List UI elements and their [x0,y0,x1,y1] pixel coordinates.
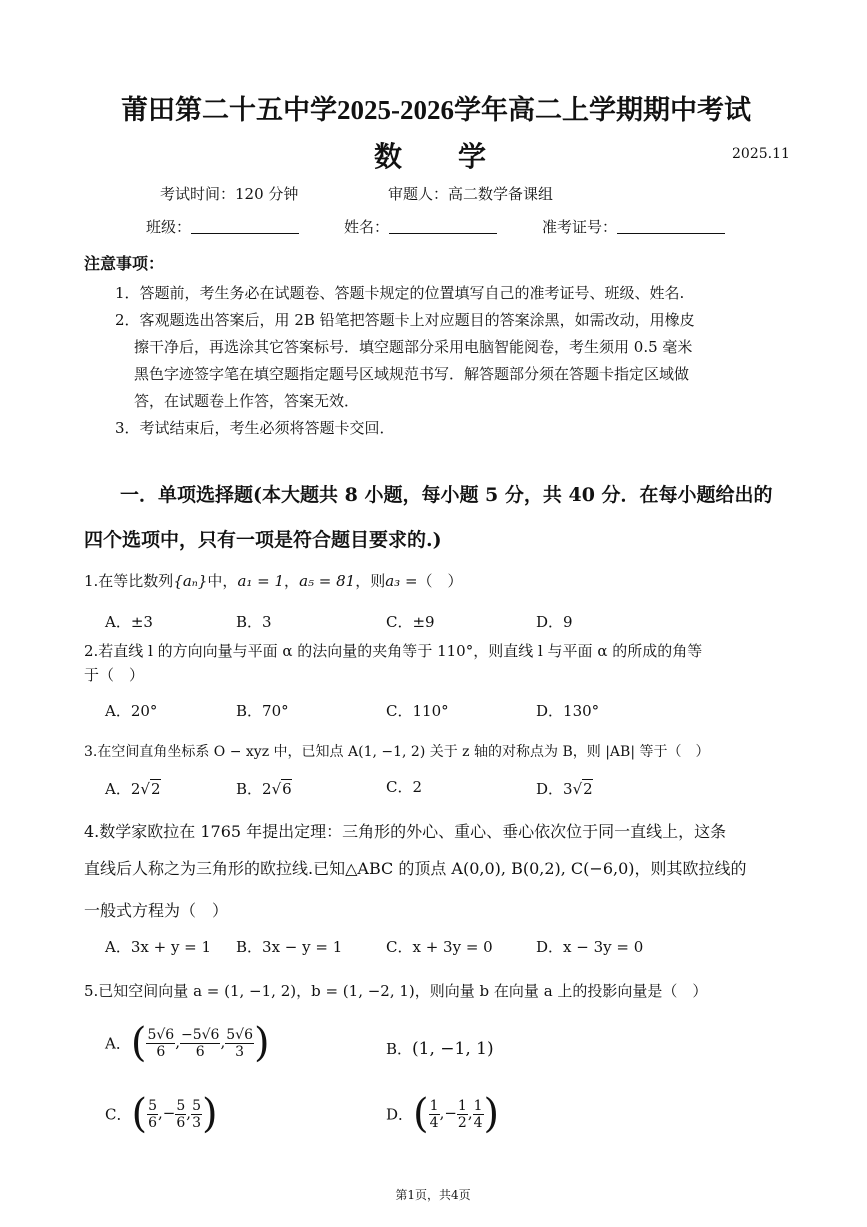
q3-option-d[interactable]: D．3√2 [536,780,593,798]
subject-title: 数 学 [373,142,486,173]
q2-option-a[interactable]: A．20° [105,702,158,720]
q5-d-frac3 [473,1098,484,1131]
q5-d-close-paren: ) [483,1091,500,1137]
q1-option-a[interactable]: A．±3 [105,613,153,631]
q3-b-coef: 2 [262,780,272,798]
q1-option-d[interactable]: D．9 [536,613,573,631]
question-1 [84,570,463,591]
q5-c-num3: 5 [192,1097,201,1114]
name-label: 姓名： [344,218,390,236]
q1-cond1: a₁ = 1 [237,572,285,590]
section-heading: 一．单项选择题(本大题共 8 小题，每小题 5 分，共 40 分．在每小题给出的 [120,484,773,506]
q5-option-c[interactable]: C．( $\frac{5}{6}$ ,− $\frac{5}{6}$ , $\frac{5}{3}$ ) [105,1091,218,1137]
q3-d-coef: 3 [563,780,573,798]
q5-a-frac3 [225,1027,254,1060]
q5-b-label: B． [386,1040,413,1058]
q5-d-frac1 [429,1098,440,1131]
q5-d-num3: 1 [473,1097,483,1114]
question-4-cont2: 一般式方程为（ ） [84,901,229,920]
q5-a-label: A． [105,1034,131,1053]
q3-a-radicand: 2 [150,780,161,798]
q3-option-a[interactable]: A．2√2 [105,780,161,798]
q1-cond2: a₅ = 81 [299,572,356,590]
q4-option-a[interactable]: A．3x + y = 1 [105,938,212,956]
q3-b-label: B． [236,780,263,798]
note-item: 答，在试题卷上作答，答案无效． [134,392,360,410]
id-field[interactable] [542,216,725,237]
q5-c-frac2 [175,1098,186,1131]
q4-option-c[interactable]: C．x + 3y = 0 [386,938,493,956]
name-blank[interactable] [389,219,497,234]
q5-c-label: C． [105,1105,132,1124]
q5-c-open-paren: ( [131,1091,148,1137]
q5-d-den2: 2 [457,1114,467,1131]
q4-option-d[interactable]: D．x − 3y = 0 [536,938,644,956]
q5-option-b[interactable] [386,1038,494,1059]
q4-option-b[interactable]: B．3x − y = 1 [236,938,343,956]
note-item: 2．客观题选出答案后，用 2B 铅笔把答题卡上对应题目的答案涂黑，如需改动，用橡皮 [115,311,695,329]
question-2-cont: 于（ ） [84,666,145,684]
q5-c-den2: 6 [176,1114,186,1131]
class-label: 班级： [146,218,192,236]
q5-c-den3: 3 [192,1114,201,1131]
q1-ask: a₃ = [385,572,418,590]
note-item: 1．答题前，考生务必在试题卷、答题卡规定的位置填写自己的准考证号、班级、姓名. [115,284,685,302]
q5-d-num2: 1 [457,1097,467,1114]
class-field[interactable] [146,216,299,237]
q5-option-a[interactable]: A．( $\frac{5√6}{6}$ , $\frac{-5√6}{6}$ , $\frac{5√6}{3}$ ) [105,1020,270,1066]
question-4: 4.数学家欧拉在 1765 年提出定理：三角形的外心、重心、垂心依次位于同一直线上，这条 [84,822,727,841]
q1-sep: ， [284,572,300,590]
q2-option-b[interactable]: B．70° [236,702,289,720]
q3-a-coef: 2 [130,780,141,798]
note-item: 黑色字迹签字笔在填空题指定题号区域规范书写．解答题部分须在答题卡指定区域做 [134,365,690,383]
id-label: 准考证号： [542,218,618,236]
question-3: 3.在空间直角坐标系 O − xyz 中，已知点 A(1, −1, 2) 关于 z 轴的对称点为 B，则 |AB| 等于（ ） [84,744,710,760]
q5-a-den1: 6 [156,1043,166,1060]
q3-d-label: D． [536,780,564,798]
q3-d-radicand: 2 [583,780,593,798]
note-item: 擦干净后，再选涂其它答案标号．填空题部分采用电脑智能阅卷，考生须用 0.5 毫米 [134,338,693,356]
q5-a-close-paren: ) [253,1020,270,1066]
q5-b-value: (1, −1, 1) [412,1039,494,1059]
q5-option-d[interactable]: D．( $\frac{1}{4}$ ,− $\frac{1}{2}$ , $\frac{1}{4}$ ) [386,1091,500,1137]
q5-a-frac2 [180,1027,220,1060]
q3-option-b[interactable]: B．2√6 [236,780,292,798]
name-field[interactable] [344,216,497,237]
question-5: 5.已知空间向量 a = (1, −1, 2)，b = (1, −2, 1)，则向量 b 在向量 a 上的投影向量是（ ） [84,982,708,1000]
q1-option-c[interactable]: C．±9 [386,613,435,631]
q5-c-frac3 [191,1098,202,1131]
q5-c-num2: 5 [176,1097,186,1114]
q3-a-label: A． [105,780,131,798]
q1-text-c: ，则 [355,572,386,590]
q5-c-close-paren: ) [201,1091,218,1137]
q5-d-den1: 4 [429,1114,439,1131]
q5-d-label: D． [386,1105,414,1124]
q2-option-d[interactable]: D．130° [536,702,600,720]
reviewer: 审题人：高二数学备课组 [388,185,554,203]
q5-c-frac1 [147,1098,158,1131]
q2-option-c[interactable]: C．110° [386,702,449,720]
q5-c-num1: 5 [148,1097,158,1114]
section-heading-cont: 四个选项中，只有一项是符合题目要求的.) [84,529,442,551]
q5-d-num1: 1 [429,1097,439,1114]
page-footer: 第1页，共4页 [395,1188,471,1202]
exam-date: 2025.11 [732,146,790,162]
q5-d-den3: 4 [473,1114,483,1131]
note-item: 3．考试结束后，考生必须将答题卡交回． [115,419,395,437]
q1-sequence: {aₙ} [173,572,208,590]
q5-a-frac1 [146,1027,175,1060]
q1-text-b: 中， [207,572,238,590]
question-4-cont: 直线后人称之为三角形的欧拉线.已知△ABC 的顶点 A(0,0), B(0,2), C(−6,0)，则其欧拉线的 [84,859,747,878]
question-2: 2.若直线 l 的方向向量与平面 α 的法向量的夹角等于 110°，则直线 l 与平面 α 的所成的角等 [84,642,703,660]
exam-time: 考试时间：120 分钟 [160,185,299,203]
q5-a-num1: 5√6 [147,1026,175,1043]
exam-title: 莆田第二十五中学2025-2026学年高二上学期期中考试 [121,95,751,125]
q1-option-b[interactable]: B．3 [236,613,272,631]
q5-d-frac2 [457,1098,468,1131]
q5-d-open-paren: ( [413,1091,429,1137]
q5-a-den2: 6 [195,1043,205,1060]
q3-option-c[interactable]: C．2 [386,778,423,796]
q5-a-den3: 3 [235,1043,245,1060]
q5-a-num2: −5√6 [180,1026,220,1043]
q5-c-den1: 6 [148,1114,158,1131]
id-blank[interactable] [617,219,725,234]
notes-heading: 注意事项： [84,254,165,273]
q5-a-num3: 5√6 [226,1026,253,1043]
q5-a-open-paren: ( [130,1020,147,1066]
q1-text: 1.在等比数列 [84,572,174,590]
q1-paren: （ ） [417,572,463,590]
class-blank[interactable] [191,219,299,234]
q3-b-radicand: 6 [282,780,292,798]
